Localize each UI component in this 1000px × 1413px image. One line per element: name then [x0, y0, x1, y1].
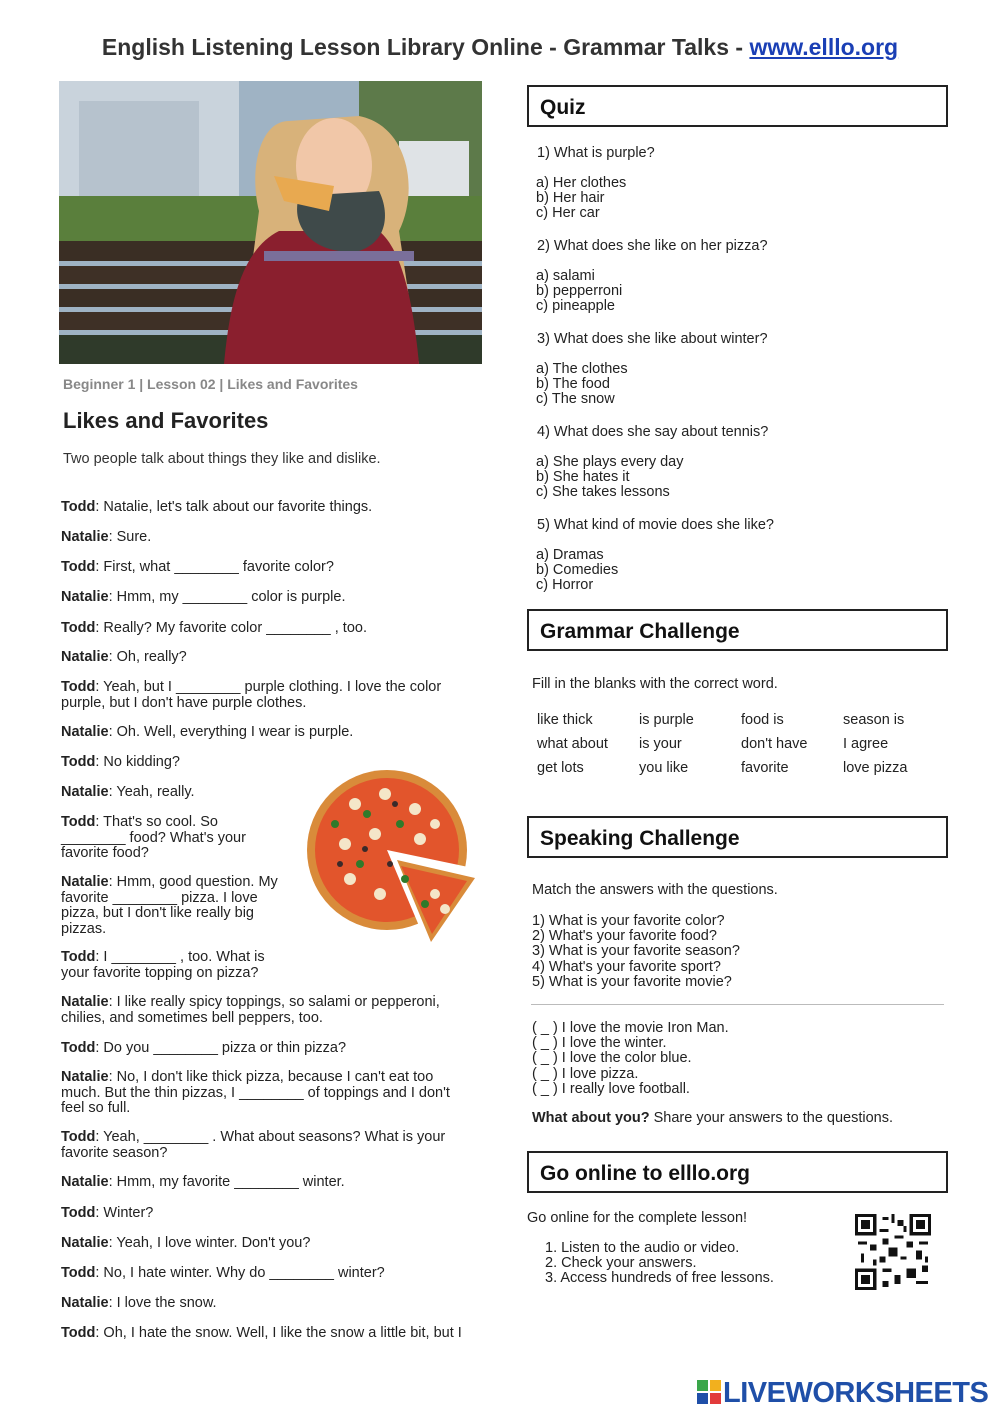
dialogue-line: Todd: Oh, I hate the snow. Well, I like the snow a little bit, but I: [61, 1325, 462, 1341]
quiz-question: 2) What does she like on her pizza?: [537, 238, 768, 254]
dialogue-line: Natalie: Oh. Well, everything I wear is purple.: [61, 724, 354, 740]
lesson-title: Likes and Favorites: [63, 408, 269, 433]
quiz-options: a) The clothes b) The food c) The snow: [536, 361, 628, 408]
dialogue-line: Natalie: Sure.: [61, 529, 152, 545]
dialogue-line: Natalie: Yeah, really.: [61, 784, 195, 800]
dialogue-line: Todd: That's so cool. So ________ food? What's your favorite food?: [61, 814, 246, 861]
quiz-question: 4) What does she say about tennis?: [537, 424, 769, 440]
speaking-closing: What about you? Share your answers to the questions.: [532, 1110, 894, 1126]
dialogue-line: Todd: Winter?: [61, 1205, 154, 1221]
dialogue-line: Natalie: Hmm, good question. My favorite ________ pizza. I love pizza, but I don't like really big pizzas.: [61, 874, 278, 937]
online-steps: 1. Listen to the audio or video. 2. Check your answers. 3. Access hundreds of free lessons.: [545, 1240, 774, 1287]
liveworksheets-logo: [697, 1377, 988, 1410]
quiz-options: a) salami b) pepperroni c) pineapple: [536, 268, 623, 315]
lesson-meta: Beginner 1 | Lesson 02 | Likes and Favorites: [63, 376, 358, 392]
word-bank-item: you like: [639, 760, 689, 776]
word-bank-item: don't have: [741, 736, 808, 752]
word-bank-item: what about: [537, 736, 608, 752]
speaking-answers: ( _ ) I love the movie Iron Man. ( _ ) I love the winter. ( _ ) I love the color blue. ( _ ) I love pizza. ( _ ) I really love football.: [532, 1020, 729, 1097]
quiz-question: 1) What is purple?: [537, 145, 655, 161]
liveworksheets-logo-text: LIVEWORKSHEETS: [723, 1377, 989, 1409]
lesson-description: Two people talk about things they like and dislike.: [63, 451, 381, 467]
word-bank-item: is purple: [639, 712, 694, 728]
quiz-options: a) Her clothes b) Her hair c) Her car: [536, 175, 627, 222]
elllo-link[interactable]: www.elllo.org: [749, 34, 899, 60]
lesson-photo: [59, 81, 482, 364]
go-online-header: Go online to elllo.org: [527, 1151, 948, 1193]
dialogue-line: Todd: First, what ________ favorite color?: [61, 559, 334, 575]
dialogue-line: Todd: Really? My favorite color ________ , too.: [61, 620, 367, 636]
dialogue-line: Todd: No, I hate winter. Why do ________ winter?: [61, 1265, 385, 1281]
word-bank-item: food is: [741, 712, 784, 728]
quiz-options: a) Dramas b) Comedies c) Horror: [536, 547, 619, 594]
grammar-instruction: Fill in the blanks with the correct word.: [532, 676, 778, 692]
liveworksheets-badge-icon: [697, 1380, 721, 1404]
dialogue-line: Todd: Natalie, let's talk about our favorite things.: [61, 499, 373, 515]
dialogue-line: Natalie: Yeah, I love winter. Don't you?: [61, 1235, 311, 1251]
online-intro: Go online for the complete lesson!: [527, 1210, 748, 1226]
dialogue-line: Todd: Yeah, but I ________ purple clothing. I love the color purple, but I don't have purple clothes.: [61, 679, 442, 711]
page-header: [0, 34, 1000, 61]
quiz-header: Quiz: [527, 85, 948, 127]
divider: [531, 1004, 944, 1005]
word-bank-item: favorite: [741, 760, 789, 776]
dialogue-line: Natalie: Oh, really?: [61, 649, 187, 665]
dialogue-line: Natalie: No, I don't like thick pizza, because I can't eat too much. But the thin pizzas, I ________ of toppings and I don't feel so full.: [61, 1069, 450, 1116]
word-bank-item: get lots: [537, 760, 584, 776]
quiz-question: 3) What does she like about winter?: [537, 331, 768, 347]
word-bank-item: season is: [843, 712, 905, 728]
word-bank-item: like thick: [537, 712, 593, 728]
word-bank-item: I agree: [843, 736, 889, 752]
dialogue-line: Todd: Do you ________ pizza or thin pizza?: [61, 1040, 347, 1056]
dialogue-line: Natalie: I like really spicy toppings, so salami or pepperoni, chilies, and sometimes bell peppers, too.: [61, 994, 440, 1026]
quiz-options: a) She plays every day b) She hates it c) She takes lessons: [536, 454, 684, 501]
dialogue-line: Natalie: Hmm, my ________ color is purple.: [61, 589, 346, 605]
dialogue-line: Natalie: I love the snow.: [61, 1295, 217, 1311]
quiz-question: 5) What kind of movie does she like?: [537, 517, 774, 533]
dialogue-line: Todd: No kidding?: [61, 754, 180, 770]
speaking-questions: 1) What is your favorite color? 2) What's your favorite food? 3) What is your favorite season? 4) What's your favorite sport? 5) What is your favorite movie?: [532, 913, 740, 990]
dialogue-line: Todd: I ________ , too. What is your favorite topping on pizza?: [61, 949, 265, 981]
qr-code-icon[interactable]: [855, 1214, 931, 1290]
header-title: English Listening Lesson Library Online - Grammar Talks -: [101, 34, 750, 60]
speaking-instruction: Match the answers with the questions.: [532, 882, 778, 898]
pizza-image: [305, 764, 477, 942]
grammar-challenge-header: Grammar Challenge: [527, 609, 948, 651]
word-bank-item: is your: [639, 736, 682, 752]
dialogue-line: Todd: Yeah, ________ . What about seasons? What is your favorite season?: [61, 1129, 446, 1161]
dialogue-line: Natalie: Hmm, my favorite ________ winter.: [61, 1174, 345, 1190]
speaking-challenge-header: Speaking Challenge: [527, 816, 948, 858]
word-bank-item: love pizza: [843, 760, 908, 776]
